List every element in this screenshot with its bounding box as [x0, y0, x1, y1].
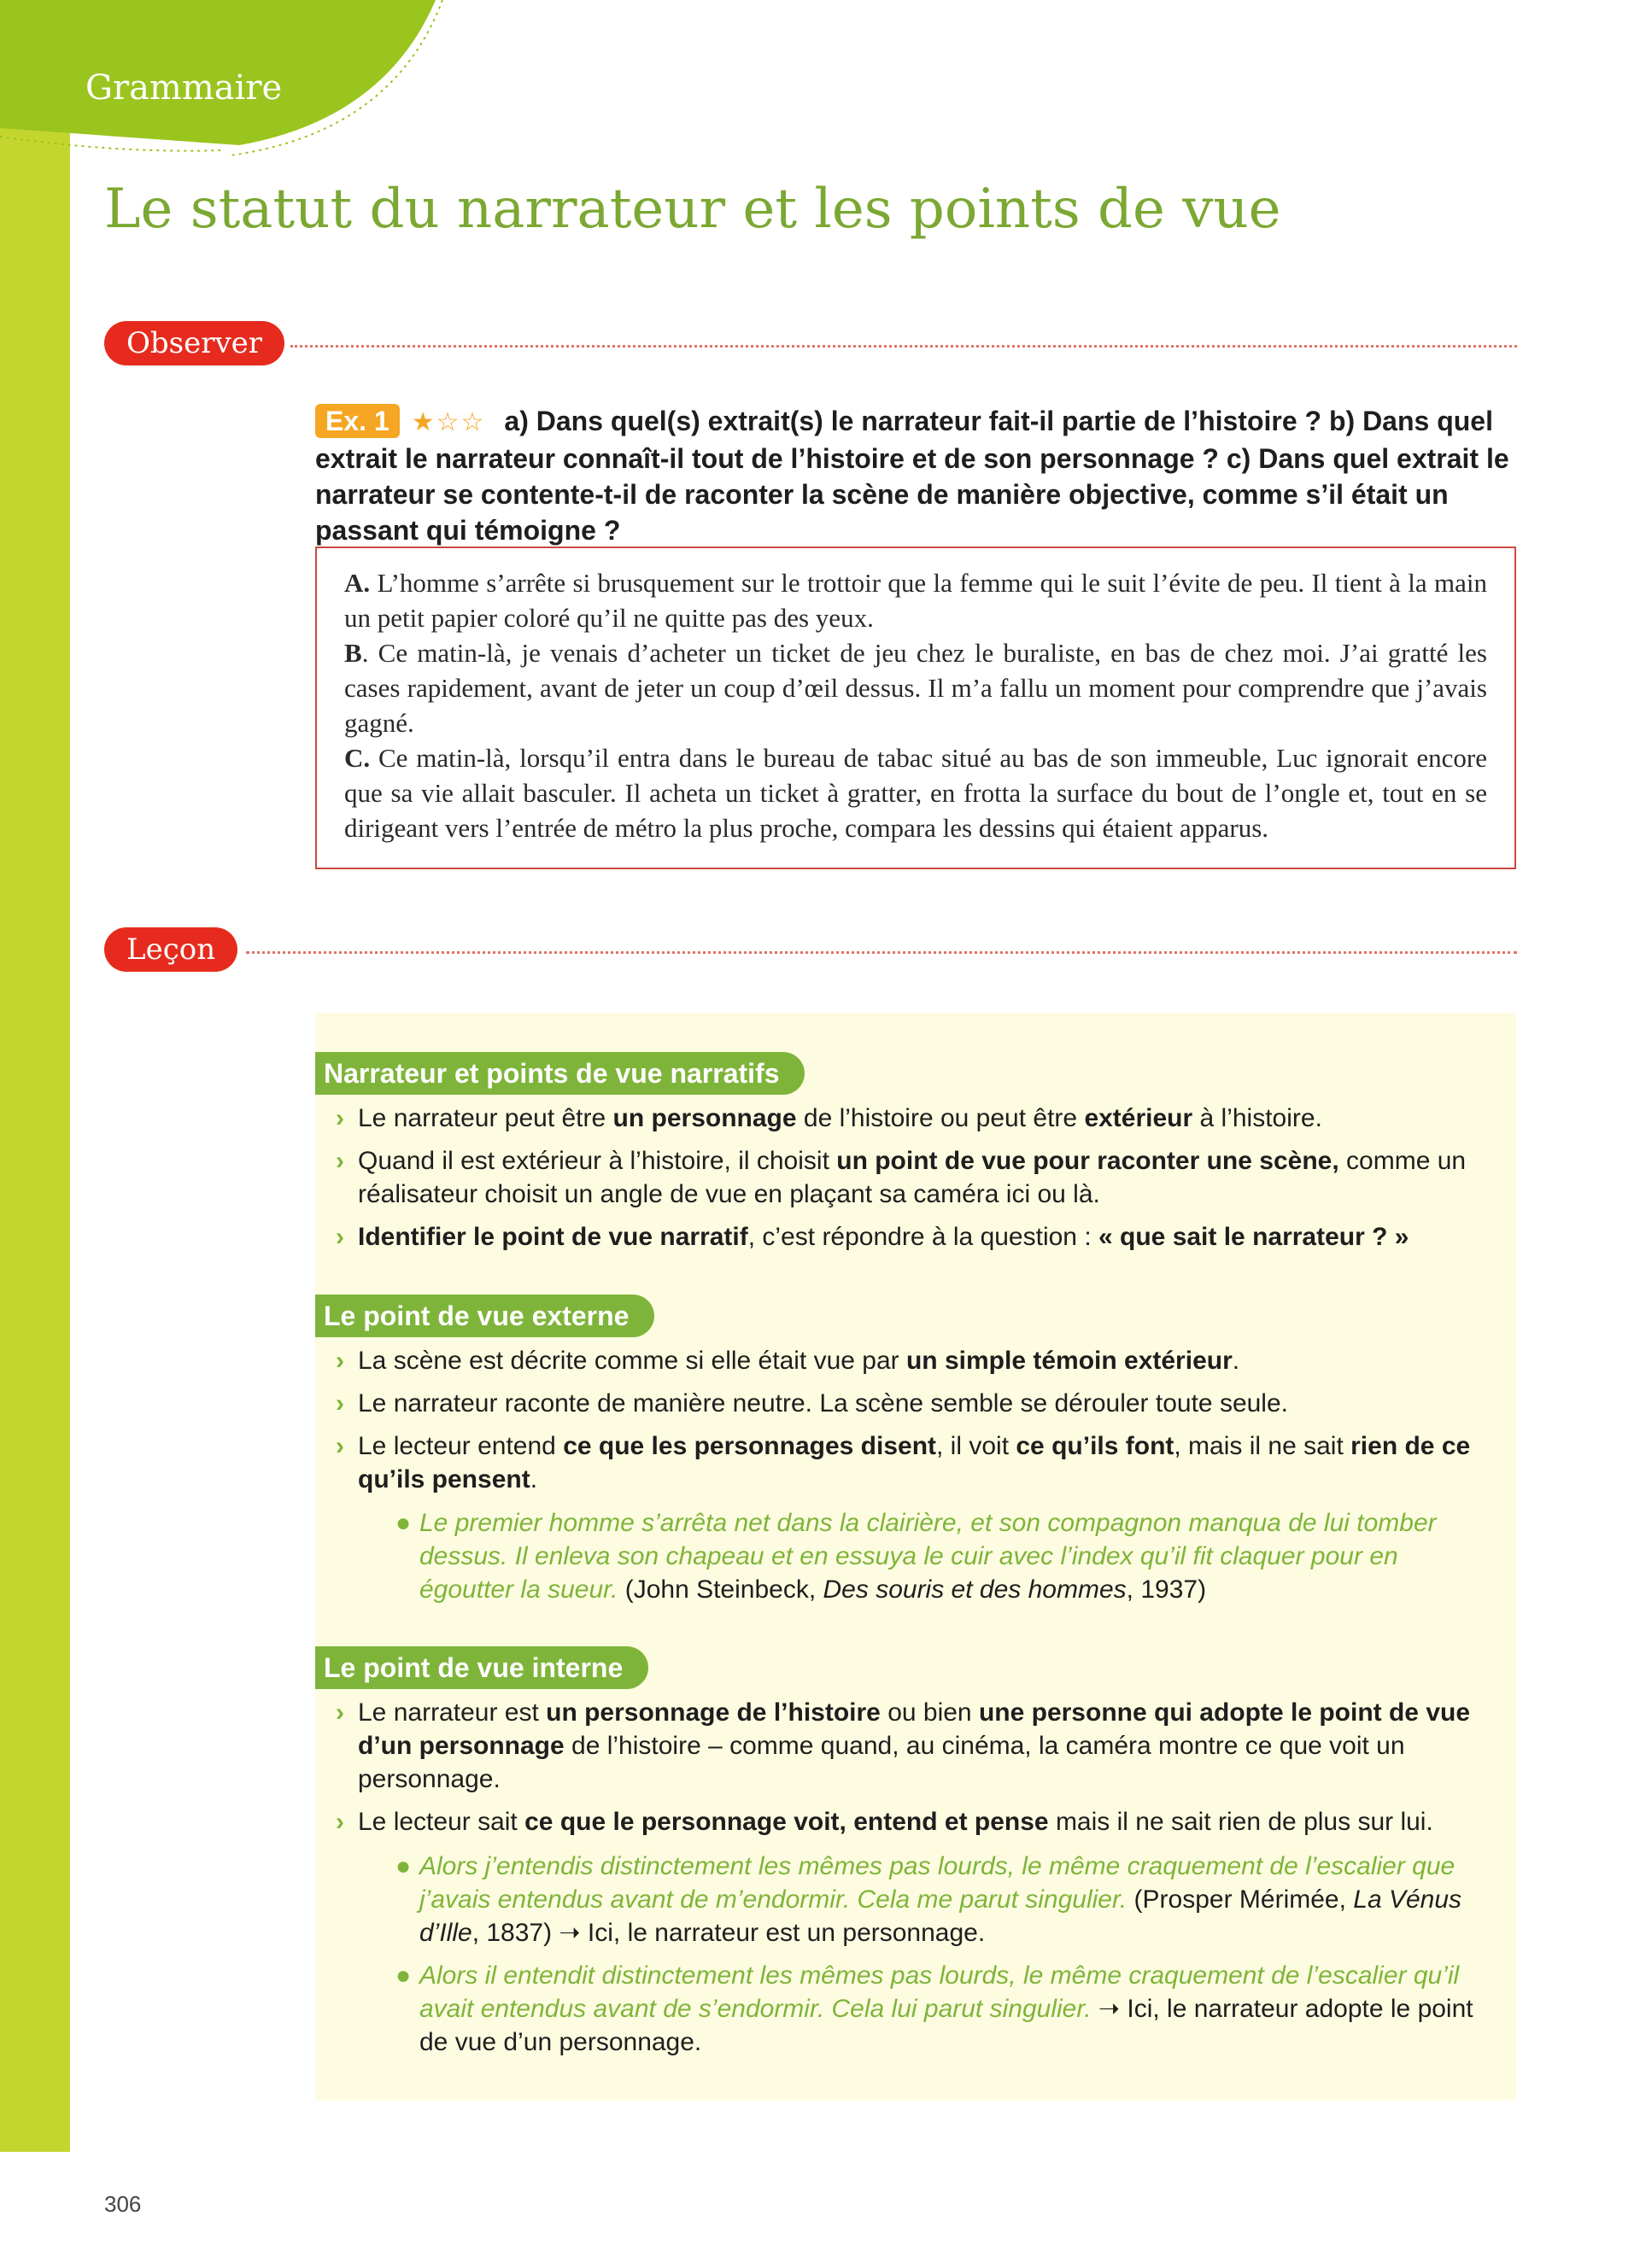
difficulty-stars-icon: ★☆☆ — [411, 408, 486, 436]
left-sidebar-band — [0, 0, 70, 2152]
extracts-box — [315, 547, 1516, 869]
extract-a — [344, 565, 1487, 635]
lesson-section-title: Le point de vue externe — [315, 1295, 654, 1337]
chevron-right-icon: › — [336, 1104, 344, 1132]
extract-letter: C. — [344, 743, 371, 773]
page-number: 306 — [104, 2191, 142, 2217]
lesson-bullet: › La scène est décrite comme si elle était vue par un simple témoin extérieur. — [358, 1344, 1477, 1377]
observer-dotted-rule — [290, 345, 1517, 348]
exercise-question-text: a) Dans quel(s) extrait(s) le narrateur fait-il partie de l’histoire ? b) Dans quel extrait le narrateur connaît-il tout de l’histoire et de son personnage ? c) Dans quel extrait le narrateur se contente-t-il de raconter la scène de manière objective, comme s’il était un passant qui témoigne ? — [315, 406, 1509, 546]
chevron-right-icon: › — [336, 1147, 344, 1175]
bullet-dot-icon: ● — [395, 1509, 412, 1537]
section-tab-label: Grammaire — [85, 68, 283, 108]
exercise-badge: Ex. 1 — [315, 404, 400, 438]
lesson-bullet: › Le lecteur sait ce que le personnage voit, entend et pense mais il ne sait rien de plus sur lui. — [358, 1805, 1477, 1838]
extract-text: Ce matin-là, lorsqu’il entra dans le bureau de tabac situé au bas de son immeuble, Luc ignorait encore que sa vie allait basculer. Il acheta un ticket à gratter, en frotta la surface du bout de l’ongle et, tout en se dirigeant vers l’entrée de métro la plus proche, compara les dessins qui étaient apparus. — [344, 743, 1487, 843]
bullet-dot-icon: ● — [395, 1852, 412, 1880]
lesson-heading-pill: Leçon — [104, 927, 237, 972]
lesson-bullet: › Quand il est extérieur à l’histoire, il choisit un point de vue pour raconter une scène, comme un réalisateur choisit un angle de vue en plaçant sa caméra ici ou là. — [358, 1144, 1477, 1211]
chevron-right-icon: › — [336, 1347, 344, 1375]
lesson-example: ● Le premier homme s’arrêta net dans la clairière, et son compagnon manqua de lui tomber dessus. Il enleva son chapeau et en essuya le cuir avec l’index qu’il fit claquer pour en égoutter la sueur. (John Steinbeck, Des souris et des hommes, 1937) — [419, 1506, 1479, 1606]
bullet-dot-icon: ● — [395, 1961, 412, 1990]
chevron-right-icon: › — [336, 1432, 344, 1460]
extract-letter: B — [344, 638, 362, 668]
lesson-bullet: › Le narrateur est un personnage de l’histoire ou bien une personne qui adopte le point de vue d’un personnage de l’histoire – comme quand, au cinéma, la caméra montre ce que voit un personnage. — [358, 1696, 1477, 1796]
extract-c — [344, 740, 1487, 845]
page-title: Le statut du narrateur et les points de vue — [104, 178, 1281, 241]
lesson-section-title: Narrateur et points de vue narratifs — [315, 1052, 805, 1095]
extract-letter: A. — [344, 568, 371, 598]
lesson-dotted-rule — [246, 951, 1517, 954]
observer-heading-pill: Observer — [104, 321, 284, 365]
lesson-bullet: › Le narrateur peut être un personnage de l’histoire ou peut être extérieur à l’histoire. — [358, 1102, 1477, 1135]
chevron-right-icon: › — [336, 1223, 344, 1251]
exercise-question — [315, 403, 1516, 548]
chevron-right-icon: › — [336, 1698, 344, 1727]
lesson-example: ● Alors il entendit distinctement les mêmes pas lourds, le même craquement de l’escalier qu’il avait entendus avant de s’endormir. Cela lui parut singulier. ➝ Ici, le narrateur adopte le point de vue d’un personnage. — [419, 1959, 1479, 2059]
lesson-example: ● Alors j’entendis distinctement les mêmes pas lourds, le même craquement de l’escalier que j’avais entendus avant de m’endormir. Cela me parut singulier. (Prosper Mérimée, La Vénus d’Ille, 1837) ➝ Ici, le narrateur est un personnage. — [419, 1850, 1479, 1949]
chevron-right-icon: › — [336, 1389, 344, 1418]
lesson-bullet: › Le narrateur raconte de manière neutre. La scène semble se dérouler toute seule. — [358, 1387, 1477, 1420]
extract-b — [344, 635, 1487, 740]
extract-text: L’homme s’arrête si brusquement sur le trottoir que la femme qui le suit l’évite de peu. Il tient à la main un petit papier coloré qu’il ne quitte pas des yeux. — [344, 568, 1487, 633]
chevron-right-icon: › — [336, 1808, 344, 1836]
lesson-section-title: Le point de vue interne — [315, 1646, 648, 1689]
extract-text: . Ce matin-là, je venais d’acheter un ticket de jeu chez le buraliste, en bas de chez moi. J’ai gratté les cases rapidement, avant de jeter un coup d’œil dessus. Il m’a fallu un moment pour comprendre que j’avais gagné. — [344, 638, 1487, 738]
lesson-bullet: › Le lecteur entend ce que les personnages disent, il voit ce qu’ils font, mais il ne sait rien de ce qu’ils pensent. — [358, 1429, 1477, 1496]
lesson-box — [315, 1013, 1516, 2101]
lesson-bullet: › Identifier le point de vue narratif, c’est répondre à la question : « que sait le narrateur ? » — [358, 1220, 1477, 1254]
